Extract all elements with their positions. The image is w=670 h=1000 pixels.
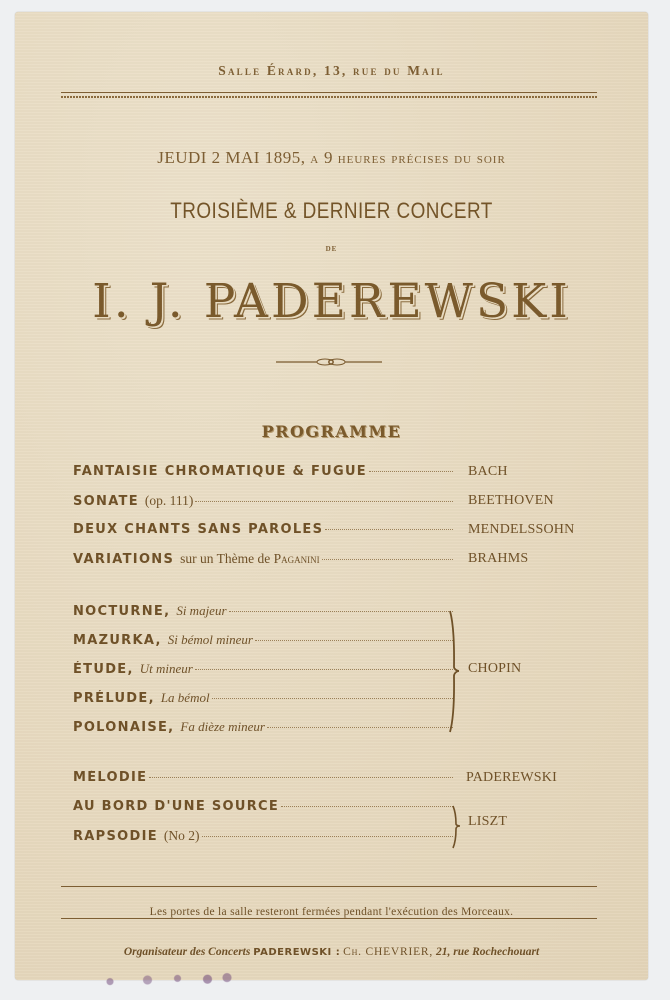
piece-title: POLONAISE, <box>73 720 175 735</box>
piece-title: SONATE <box>73 494 139 509</box>
piece-subtitle: (No 2) <box>163 828 200 843</box>
date-time: 9 <box>323 148 333 167</box>
doors-notice: Les portes de la salle resteront fermées pendant l'exécution des Morceaux. <box>149 906 514 918</box>
programme-item <box>73 770 453 792</box>
dot-leader <box>202 836 453 837</box>
piece-subtitle: (op. 111) <box>144 493 194 508</box>
programme-item <box>73 828 453 850</box>
composer-name: BRAHMS <box>468 551 529 566</box>
programme-item <box>73 661 453 683</box>
de-label: DE <box>325 245 338 253</box>
concert-title: TROISIÈME & DERNIER CONCERT <box>170 198 493 223</box>
date-rest: heures précises du soir <box>337 151 506 167</box>
composer-name-liszt: LISZT <box>468 814 508 829</box>
programme-item <box>73 690 453 712</box>
piece-key: La bémol <box>160 690 210 705</box>
dot-leader <box>369 471 453 472</box>
programme-sheet <box>15 12 648 980</box>
organizer-address: rue Rochechouart <box>453 946 540 958</box>
piece-title: RAPSODIE <box>73 829 158 844</box>
composer-name-chopin: CHOPIN <box>468 661 522 676</box>
programme-item <box>73 464 453 486</box>
date-connector: a <box>310 151 320 167</box>
piece-subtitle <box>180 551 319 567</box>
programme-item <box>73 799 453 821</box>
piece-subtitle-text: sur un Thème de <box>180 551 271 566</box>
programme-heading: PROGRAMME <box>261 422 402 441</box>
programme-item <box>73 632 453 654</box>
piece-title: ÉTUDE, <box>73 662 134 677</box>
dot-leader <box>229 611 453 612</box>
programme-item <box>73 719 453 741</box>
programme-item <box>73 603 453 625</box>
piece-key: Si bémol mineur <box>167 632 253 647</box>
organizer-prefix: Organisateur des Concerts <box>123 946 251 958</box>
organizer-number: 21, <box>435 946 451 958</box>
programme-item <box>73 493 453 515</box>
piece-subtitle-name: Paganini <box>273 551 320 566</box>
dot-leader <box>195 501 453 502</box>
dot-leader <box>281 806 453 807</box>
piece-title: PRÉLUDE, <box>73 691 155 706</box>
composer-name: PADEREWSKI <box>466 770 557 785</box>
programme-item <box>73 551 453 573</box>
venue-heading: Salle Érard, 13, rue du Mail <box>218 63 445 78</box>
footer-rule-top <box>61 886 597 887</box>
organizer-line <box>15 946 648 958</box>
header-wavy-rule <box>61 96 597 98</box>
dot-leader <box>255 640 453 641</box>
dot-leader <box>325 529 453 530</box>
dot-leader <box>267 727 453 728</box>
dot-leader <box>195 669 453 670</box>
piece-key: Fa dièze mineur <box>180 719 265 734</box>
piece-title: DEUX CHANTS SANS PAROLES <box>73 522 324 537</box>
dot-leader <box>322 559 453 560</box>
organizer-name: PADEREWSKI : <box>253 947 341 958</box>
ink-stamp-mark <box>95 972 245 988</box>
footer-rule-bottom <box>61 918 597 919</box>
brace-icon <box>450 805 464 849</box>
piece-key: Ut mineur <box>139 661 193 676</box>
brace-icon <box>447 609 463 734</box>
piece-title: AU BORD D'UNE SOURCE <box>73 799 280 814</box>
composer-name: BACH <box>468 464 508 479</box>
dot-leader <box>149 777 453 778</box>
date-line <box>15 148 648 168</box>
piece-title: MÉLODIE <box>73 770 148 785</box>
programme-item <box>73 522 453 544</box>
composer-name: MENDELSSOHN <box>468 522 575 537</box>
piece-title: NOCTURNE, <box>73 604 171 619</box>
ornament-divider-icon <box>15 356 648 366</box>
date-main: JEUDI 2 MAI 1895, <box>157 148 306 167</box>
header-rule <box>61 92 597 93</box>
piece-title: VARIATIONS <box>73 552 175 567</box>
composer-name: BEETHOVEN <box>468 493 554 508</box>
piece-key: Si majeur <box>176 603 227 618</box>
piece-title: MAZURKA, <box>73 633 162 648</box>
piece-title: FANTAISIE CHROMATIQUE & FUGUE <box>73 464 367 479</box>
artist-name: I. J. PADEREWSKI <box>92 274 571 329</box>
organizer-agent: Ch. CHEVRIER, <box>343 946 434 958</box>
dot-leader <box>212 698 453 699</box>
